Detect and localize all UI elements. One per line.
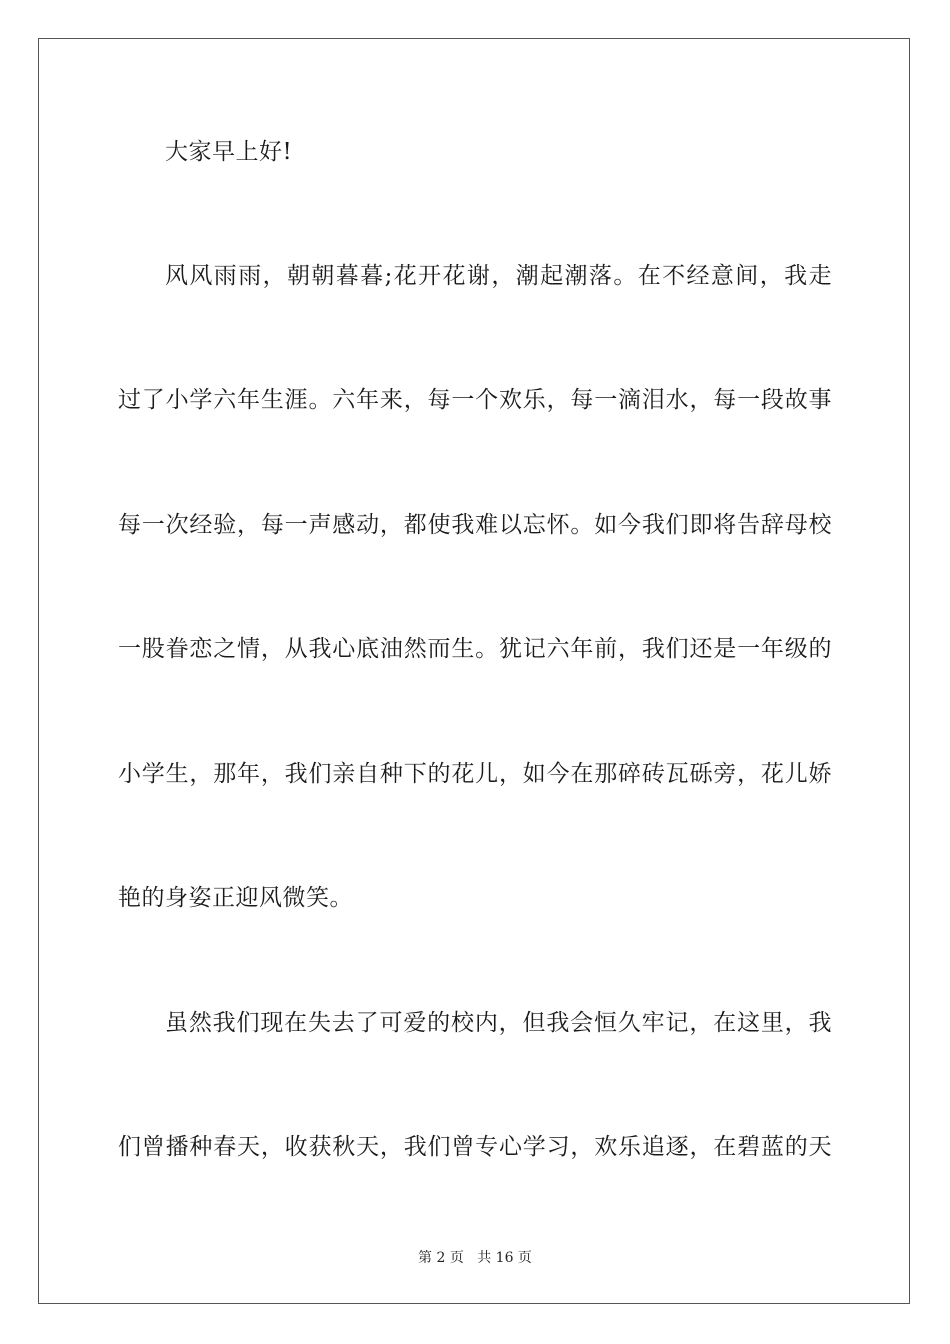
paragraph-line: 风风雨雨，朝朝暮暮;花开花谢，潮起潮落。在不经意间，我走 [165, 263, 832, 289]
greeting-line: 大家早上好! [165, 139, 293, 165]
page-total: 共 16 页 [477, 1250, 532, 1266]
paragraph-line: 虽然我们现在失去了可爱的校内，但我会恒久牢记，在这里，我 [165, 1010, 832, 1036]
paragraph-line: 一股眷恋之情，从我心底油然而生。犹记六年前，我们还是一年级的 [118, 636, 832, 662]
page-footer [0, 1249, 950, 1267]
paragraph-line: 艳的身姿正迎风微笑。 [118, 885, 353, 911]
page-number: 第 2 页 [418, 1250, 464, 1266]
paragraph-line: 过了小学六年生涯。六年来，每一个欢乐，每一滴泪水，每一段故事 [118, 387, 832, 413]
paragraph-line: 们曾播种春天，收获秋天，我们曾专心学习，欢乐追逐，在碧蓝的天 [118, 1134, 832, 1160]
paragraph-line: 小学生，那年，我们亲自种下的花儿，如今在那碎砖瓦砾旁，花儿娇 [118, 761, 832, 787]
page-frame [38, 38, 910, 1304]
paragraph-line: 每一次经验，每一声感动，都使我难以忘怀。如今我们即将告辞母校 [118, 512, 832, 538]
